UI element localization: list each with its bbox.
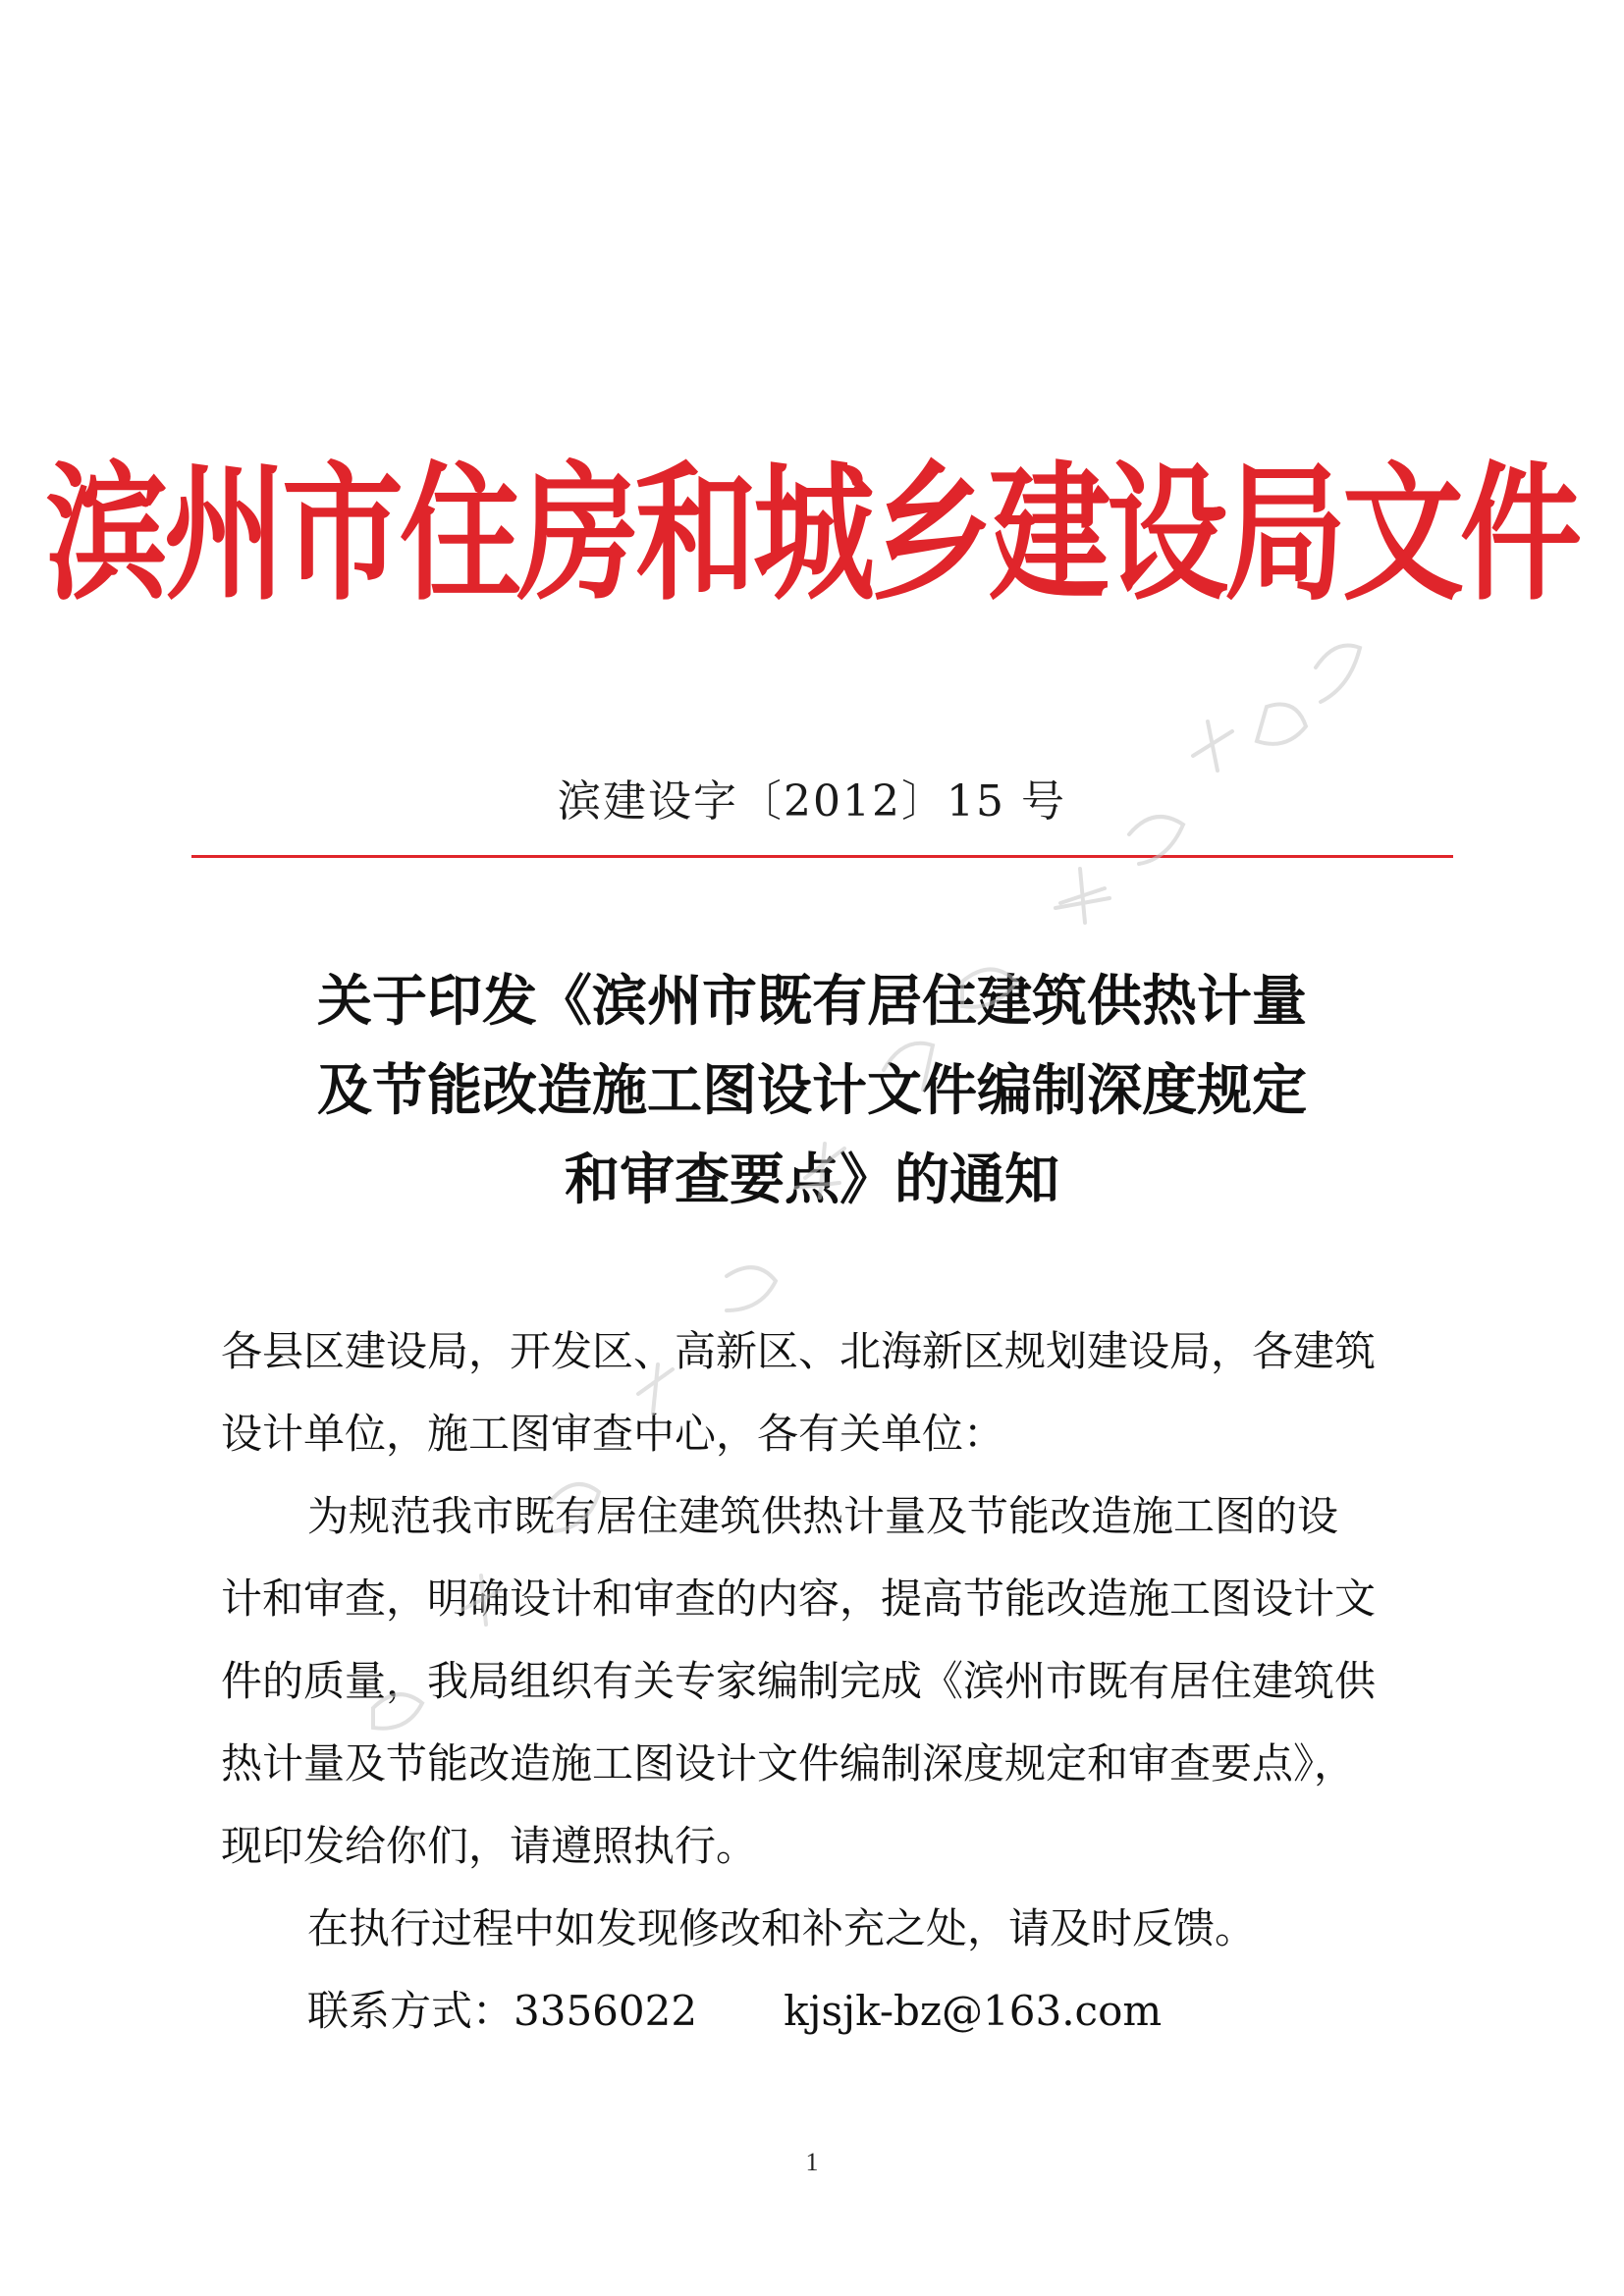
paragraph-line: 热计量及节能改造施工图设计文件编制深度规定和审查要点》， [221,1739,1356,1788]
feedback-line: 在执行过程中如发现修改和补充之处，请及时反馈。 [307,1904,1257,1952]
subject-line: 和审查要点》的通知 [565,1148,1059,1212]
paragraph-line: 计和审查，明确设计和审查的内容，提高节能改造施工图设计文 [221,1575,1377,1623]
contact-line [221,1970,1438,2053]
paragraph-line: 件的质量，我局组织有关专家编制完成《滨州市既有居住建筑供 [221,1657,1377,1705]
recipient-line: 设计单位，施工图审查中心，各有关单位： [221,1410,1005,1458]
contact-email: kjsjk-bz@163.com [784,1987,1163,2035]
document-number: 滨建设字〔2012〕15 号 [558,776,1066,827]
subject-line: 关于印发《滨州市既有居住建筑供热计量 [317,970,1307,1034]
red-divider-rule [191,855,1453,858]
subject-line: 及节能改造施工图设计文件编制深度规定 [317,1059,1307,1123]
notice-body [221,1310,1438,2053]
page-number: 1 [805,2148,819,2176]
issuing-authority-title: 滨州市住房和城乡建设局文件 [45,448,1578,622]
notice-subject [0,957,1624,1225]
paragraph-line: 为规范我市既有居住建筑供热计量及节能改造施工图的设 [307,1492,1339,1540]
recipient-line: 各县区建设局，开发区、高新区、北海新区规划建设局，各建筑 [221,1327,1377,1375]
paragraph-line: 现印发给你们，请遵照执行。 [221,1822,758,1870]
contact-phone: 联系方式：3356022 [307,1987,698,2035]
